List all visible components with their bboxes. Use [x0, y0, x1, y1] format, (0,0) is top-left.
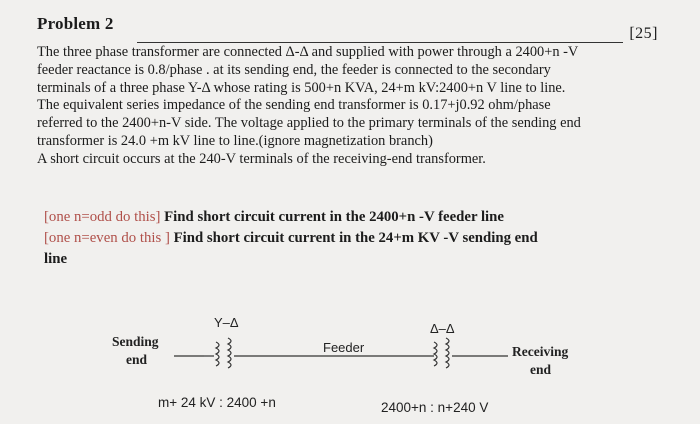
question-block	[44, 207, 644, 270]
xfmr2-primary-coil	[434, 342, 437, 366]
feeder-label: Feeder	[323, 340, 365, 355]
xfmr1-connection-label: Y–Δ	[214, 315, 239, 330]
problem-header	[37, 12, 667, 42]
question-text: Find short circuit current in the 2400+n -V feeder line	[160, 209, 504, 225]
points-value: [25]	[629, 25, 658, 42]
statement-line: transformer is 24.0 +m kV line to line.(ignore magnetization branch)	[37, 132, 433, 149]
statement-line: referred to the 2400+n-V side. The voltage applied to the primary terminals of the sending end	[37, 115, 581, 132]
problem-title: Problem 2	[37, 14, 114, 33]
title-underline	[137, 42, 623, 43]
problem-statement	[37, 44, 657, 169]
receiving-end-label: end	[530, 362, 552, 377]
sending-label: Sending	[112, 334, 159, 349]
statement-line: The three phase transformer are connected Δ-Δ and supplied with power through a 2400+n -V	[37, 44, 579, 60]
question-condition: [one n=odd do this]	[44, 209, 161, 225]
question-even-continued	[44, 249, 644, 270]
one-line-diagram	[96, 312, 616, 416]
question-odd	[44, 207, 644, 228]
xfmr1-primary-coil	[216, 342, 219, 366]
xfmr2-connection-label: Δ–Δ	[430, 321, 455, 336]
statement-line: A short circuit occurs at the 240-V terminals of the receiving-end transformer.	[37, 150, 486, 167]
sending-end-label: end	[126, 352, 148, 367]
statement-line: feeder reactance is 0.8/phase . at its sending end, the feeder is connected to the secondary	[37, 61, 551, 78]
xfmr2-secondary-coil	[446, 338, 449, 368]
question-condition: [one n=even do this ]	[44, 230, 170, 246]
statement-line: The equivalent series impedance of the sending end transformer is 0.17+j0.92 ohm/phase	[37, 97, 551, 114]
statement-line: terminals of a three phase Y-Δ whose rating is 500+n KVA, 24+m kV:2400+n V line to line.	[37, 79, 566, 96]
xfmr1-voltage-rating: m+ 24 kV : 2400 +n	[158, 395, 276, 410]
receiving-label: Receiving	[512, 344, 569, 359]
xfmr1-secondary-coil	[228, 338, 231, 368]
xfmr2-voltage-rating: 2400+n : n+240 V	[381, 400, 489, 415]
question-text: Find short circuit current in the 24+m KV -V sending end	[169, 230, 538, 246]
question-text: line	[44, 251, 68, 267]
question-even	[44, 228, 644, 249]
